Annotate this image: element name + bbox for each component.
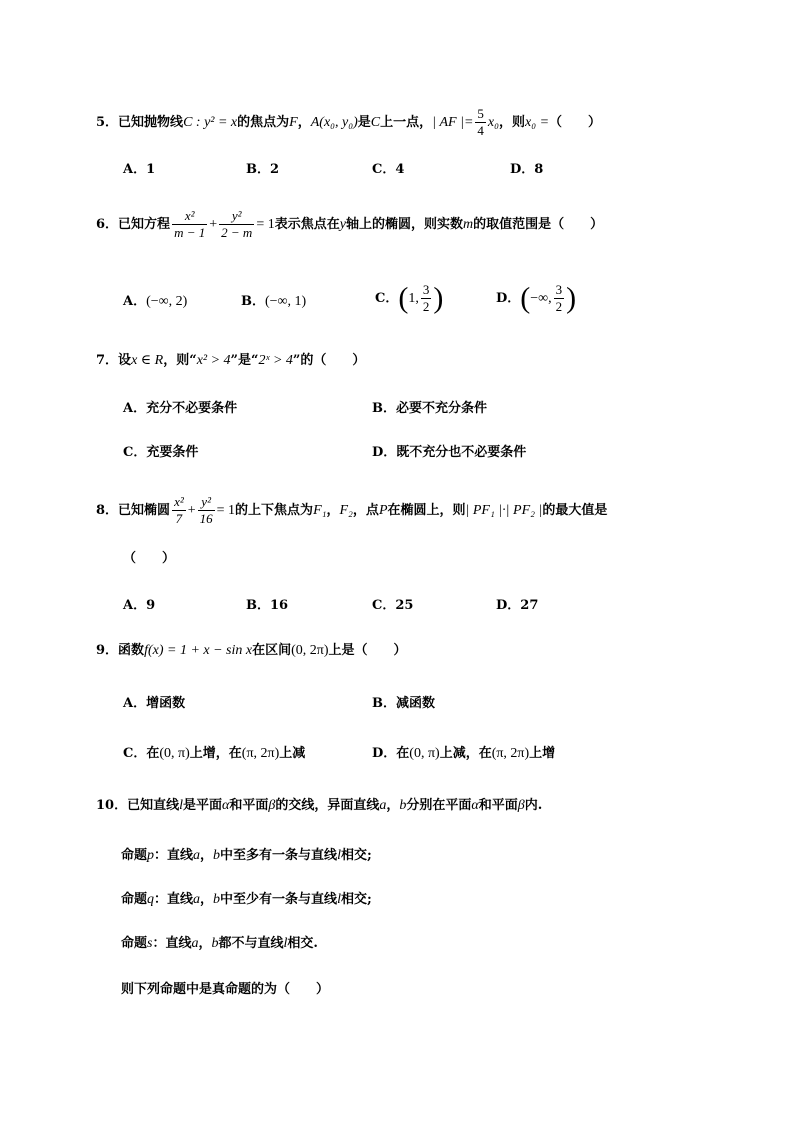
punctuation: ， xyxy=(200,892,214,907)
proposition-text: 相交; xyxy=(340,892,372,907)
fraction xyxy=(172,208,207,241)
math-operator: + xyxy=(187,503,196,518)
option-text: C．在 xyxy=(123,746,160,761)
option-d xyxy=(496,282,576,315)
math-symbol: F xyxy=(289,115,298,130)
math-expression: x₀ = xyxy=(525,115,550,130)
question-text: 是 xyxy=(357,115,371,130)
option-d: D．27 xyxy=(496,598,539,613)
option-label: D． xyxy=(496,291,521,306)
math-expression: 1, xyxy=(408,291,419,306)
option-d: D．8 xyxy=(510,162,544,177)
option-label: C． xyxy=(375,291,399,306)
question-number: 8． xyxy=(96,503,119,518)
option-text: 上减 xyxy=(279,746,306,761)
proposition-label: 命题 xyxy=(121,936,148,951)
math-symbol: p xyxy=(147,848,155,863)
question-text: 分别在平面 xyxy=(406,798,472,813)
math-symbol: x₀ xyxy=(487,115,499,130)
math-symbol: b xyxy=(213,892,221,907)
math-symbol: b xyxy=(399,798,407,813)
proposition-q xyxy=(121,891,372,909)
option-c: C．4 xyxy=(372,162,405,177)
proposition-label: 命题 xyxy=(121,892,148,907)
math-expression: f(x) = 1 + x − sin x xyxy=(144,643,253,658)
math-expression: | PF₁ |·| PF₂ | xyxy=(465,503,543,518)
left-paren: ( xyxy=(520,281,531,315)
math-symbol: b xyxy=(211,936,219,951)
question-number: 7． xyxy=(96,353,119,368)
question-text: 设 xyxy=(118,353,132,368)
question-number: 9． xyxy=(96,643,119,658)
right-paren: ) xyxy=(433,281,444,315)
question-text: 是平面 xyxy=(183,798,223,813)
math-symbol: l xyxy=(283,936,288,951)
punctuation: ， xyxy=(297,115,311,130)
option-d xyxy=(372,742,555,762)
math-symbol: m xyxy=(462,217,474,232)
question-text: 在区间 xyxy=(252,643,292,658)
question-text: 的焦点为 xyxy=(237,115,290,130)
denominator: 16 xyxy=(199,511,213,526)
numerator: 3 xyxy=(555,282,563,297)
question-9 xyxy=(96,642,407,660)
math-expression: A(x₀, y₀) xyxy=(310,115,358,130)
math-symbol: a xyxy=(193,848,201,863)
math-expression: (0, π) xyxy=(409,746,440,761)
proposition-p xyxy=(121,847,372,865)
fraction xyxy=(219,208,254,241)
option-c xyxy=(375,282,443,315)
question-text: 的取值范围是（ ） xyxy=(473,217,604,232)
math-symbol: l xyxy=(337,892,341,907)
math-expression: −∞, xyxy=(530,291,552,306)
math-expression: C : y² = x xyxy=(183,115,238,130)
math-operator: + xyxy=(209,217,218,232)
math-symbol: β xyxy=(517,798,525,813)
math-symbol: a xyxy=(379,798,387,813)
question-text: ”是“ xyxy=(230,353,259,368)
question-text: 内. xyxy=(524,798,543,813)
math-symbol: a xyxy=(191,936,199,951)
question-text: 轴上的椭圆，则实数 xyxy=(345,217,463,232)
math-symbol: C xyxy=(370,115,381,130)
final-question: 则下列命题中是真命题的为（ ） xyxy=(121,982,330,997)
math-expression: (π, 2π) xyxy=(241,746,280,761)
math-expression: x² > 4 xyxy=(196,353,231,368)
denominator: 4 xyxy=(477,123,484,138)
math-expression: (0, π) xyxy=(159,746,190,761)
math-expression: (−∞, 1) xyxy=(265,294,307,309)
math-symbol: y xyxy=(339,217,346,232)
math-symbol: b xyxy=(213,848,221,863)
fraction xyxy=(172,494,186,527)
option-label: B． xyxy=(241,294,265,309)
answer-blank: （ ） xyxy=(549,115,602,130)
question-6 xyxy=(96,208,603,241)
option-a: A．充分不必要条件 xyxy=(123,401,238,416)
option-b: B．2 xyxy=(246,162,280,177)
proposition-text: 中至少有一条与直线 xyxy=(220,892,338,907)
option-b xyxy=(241,290,306,310)
option-c xyxy=(123,742,305,762)
option-b: B．必要不充分条件 xyxy=(372,401,487,416)
math-symbol: β xyxy=(268,798,276,813)
proposition-text: 都不与直线 xyxy=(218,936,284,951)
question-text: 函数 xyxy=(118,643,145,658)
option-b: B．减函数 xyxy=(372,696,435,711)
question-5 xyxy=(96,106,601,139)
answer-blank: （ ） xyxy=(123,551,176,566)
question-number: 6． xyxy=(96,217,119,232)
question-10 xyxy=(96,797,542,815)
question-text: ，点 xyxy=(352,503,379,518)
question-text: 的最大值是 xyxy=(542,503,608,518)
punctuation: ， xyxy=(198,936,212,951)
denominator: 2 − m xyxy=(221,225,253,240)
math-expression: 2ˣ > 4 xyxy=(258,353,293,368)
option-a: A．9 xyxy=(123,598,156,613)
fraction xyxy=(475,106,486,139)
question-text: 的交线，异面直线 xyxy=(275,798,380,813)
question-text: 上是（ ） xyxy=(328,643,407,658)
question-7 xyxy=(96,352,365,370)
math-expression: = 1 xyxy=(216,503,236,518)
math-symbol: F₁ xyxy=(313,503,327,518)
math-expression: (−∞, 2) xyxy=(146,294,188,309)
right-paren: ) xyxy=(566,281,577,315)
question-text: 表示焦点在 xyxy=(274,217,340,232)
math-expression: = 1 xyxy=(256,217,275,232)
punctuation: ， xyxy=(326,503,340,518)
question-text: 的上下焦点为 xyxy=(235,503,314,518)
question-text: ，则 xyxy=(499,115,526,130)
math-symbol: α xyxy=(471,798,479,813)
option-d: D．既不充分也不必要条件 xyxy=(372,445,527,460)
left-paren: ( xyxy=(398,281,409,315)
question-8 xyxy=(96,494,607,527)
proposition-text: 中至多有一条与直线 xyxy=(220,848,338,863)
question-text: 和平面 xyxy=(229,798,269,813)
question-text: ，则“ xyxy=(163,353,197,368)
math-symbol: α xyxy=(222,798,230,813)
punctuation: ， xyxy=(200,848,214,863)
denominator: m − 1 xyxy=(174,225,206,240)
punctuation: ， xyxy=(386,798,400,813)
option-text: 上增 xyxy=(529,746,556,761)
question-text: 在椭圆上，则 xyxy=(387,503,466,518)
math-expression: (π, 2π) xyxy=(491,746,530,761)
proposition-text: ：直线 xyxy=(152,936,192,951)
numerator: x² xyxy=(172,208,207,225)
question-text: 已知方程 xyxy=(118,217,171,232)
math-symbol: F₂ xyxy=(339,503,353,518)
math-expression: | AF |= xyxy=(432,115,474,130)
option-text: D．在 xyxy=(372,746,410,761)
proposition-text: ：直线 xyxy=(154,892,194,907)
math-symbol: l xyxy=(337,848,341,863)
option-b: B．16 xyxy=(246,598,289,613)
proposition-label: 命题 xyxy=(121,848,148,863)
question-number: 10． xyxy=(96,798,128,813)
proposition-text: 相交. xyxy=(287,936,318,951)
option-c: C．充要条件 xyxy=(123,445,199,460)
fraction xyxy=(198,494,215,527)
math-expression: x ∈ R xyxy=(131,353,164,368)
question-number: 5． xyxy=(96,115,119,130)
question-text: 已知椭圆 xyxy=(118,503,171,518)
math-expression: (0, 2π) xyxy=(291,643,329,658)
proposition-text: 相交; xyxy=(340,848,372,863)
math-symbol: a xyxy=(193,892,201,907)
option-c: C．25 xyxy=(372,598,414,613)
fraction xyxy=(554,282,565,315)
numerator: 5 xyxy=(477,106,484,121)
question-text: 上一点， xyxy=(380,115,433,130)
question-text: ”的（ ） xyxy=(292,353,366,368)
option-text: 上增，在 xyxy=(189,746,242,761)
numerator: x² xyxy=(174,494,184,509)
option-label: A． xyxy=(123,294,147,309)
numerator: y² xyxy=(198,494,215,511)
numerator: y² xyxy=(219,208,254,225)
proposition-s xyxy=(121,935,318,953)
fraction xyxy=(421,282,432,315)
denominator: 7 xyxy=(175,511,183,526)
question-text: 已知直线 xyxy=(127,798,180,813)
math-symbol: P xyxy=(378,503,388,518)
math-symbol: q xyxy=(147,892,155,907)
option-a: A．1 xyxy=(123,162,156,177)
question-text: 和平面 xyxy=(478,798,518,813)
proposition-text: ：直线 xyxy=(154,848,194,863)
question-text: 已知抛物线 xyxy=(118,115,184,130)
denominator: 2 xyxy=(555,299,563,314)
option-text: 上减，在 xyxy=(439,746,492,761)
math-symbol: l xyxy=(179,798,183,813)
option-a: A．增函数 xyxy=(123,696,186,711)
option-a xyxy=(123,290,187,310)
numerator: 3 xyxy=(422,282,430,297)
math-symbol: s xyxy=(147,936,153,951)
denominator: 2 xyxy=(422,299,430,314)
